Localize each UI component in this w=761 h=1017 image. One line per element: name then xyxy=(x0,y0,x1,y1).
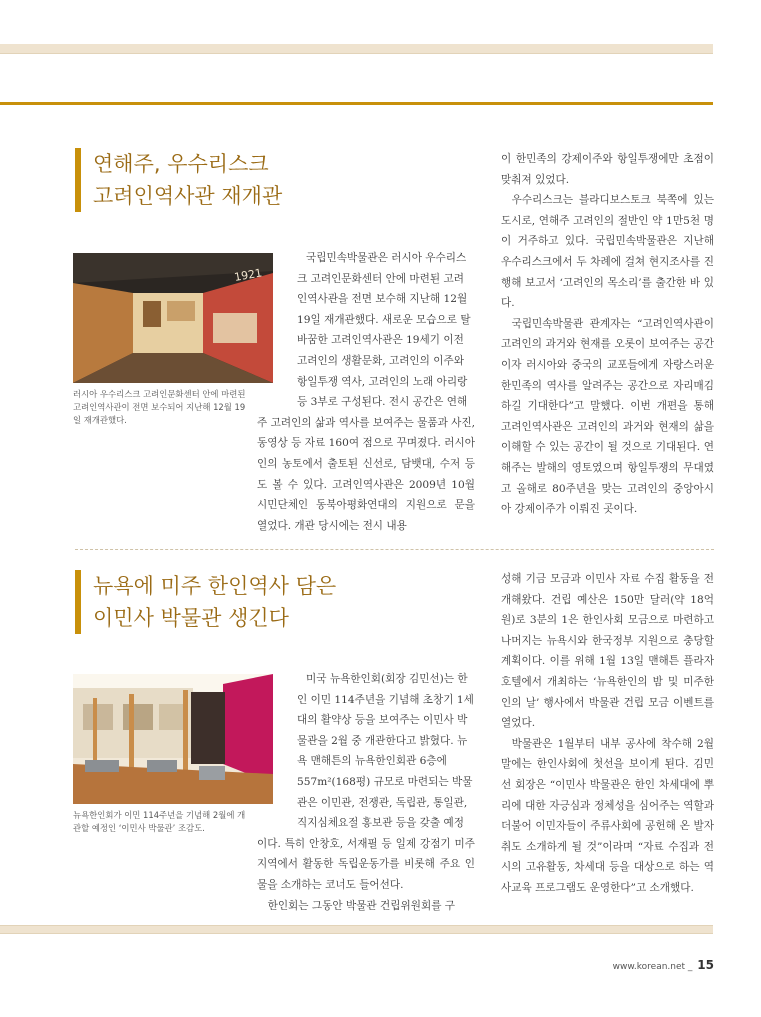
top-decorative-band xyxy=(0,44,713,54)
article-divider xyxy=(75,549,714,550)
body-paragraph: 우수리스크는 블라디보스토크 북쪽에 있는 도시로, 연해주 고려인의 절반인 약 1만5천 명이 거주하고 있다. 국립민속박물관은 지난해 우수리스크에서 두 차례에 걸쳐 현지조사를 진행해 보고서 ‘고려인의 목소리’를 출간한 바 있다. xyxy=(501,194,714,310)
body-line: 직지심체요절 홍보관 등을 갖출 예정 xyxy=(297,817,464,830)
page-footer xyxy=(613,958,714,972)
body-line: 항일투쟁 역사, 고려인의 노래 아리랑 xyxy=(297,375,468,388)
body-paragraph: 성해 기금 모금과 이민사 자료 수집 활동을 전개해왔다. 건립 예산은 150만 달러(약 18억원)로 3분의 1은 한인사회 모금으로 마련하고 나머지는 뉴욕시와 한국정부 지원으로 충당할 계획이다. 이를 위해 1월 13일 맨해튼 플라자호텔에서 개최하는 ‘뉴욕한인의 밤 및 미주한인의 날’ 행사에서 박물관 건립 모금 이벤트를 열었다. xyxy=(501,573,714,730)
body-paragraph: 박물관은 1월부터 내부 공사에 착수해 2월 말에는 한인사회에 첫선을 보이게 된다. 김민선 회장은 “이민사 박물관은 한인 차세대에 뿌리에 대한 자긍심과 정체성을 심어주는 역할과 더불어 이민자들이 주류사회에 공헌해 온 발자취도 소개하게 될 것”이라며 “자료 수집과 전시의 고유활동, 차세대 등을 대상으로 하는 역사교육 프로그램도 운영한다”고 소개했다. xyxy=(501,737,714,894)
photo-year-label: 1921 xyxy=(233,266,264,284)
immigration-museum-rendering xyxy=(73,674,273,804)
body-line: 크 고려인문화센터 안에 마련된 고려 xyxy=(297,272,464,285)
article2-body-right xyxy=(501,569,714,899)
koryo-museum-photo xyxy=(73,253,273,383)
article1-body-mid xyxy=(257,248,475,536)
body-line: 557m²(168평) 규모로 마련되는 박물 xyxy=(297,775,473,788)
footer-site: www.korean.net _ xyxy=(612,962,693,972)
body-line: 인역사관을 전면 보수해 지난해 12월 xyxy=(297,293,468,306)
headline-line: 고려인역사관 재개관 xyxy=(93,184,283,208)
article1-body-right xyxy=(501,149,714,520)
article1-headline xyxy=(75,148,282,212)
body-line: 국립민속박물관은 러시아 우수리스 xyxy=(306,252,467,264)
body-paragraph: 국립민속박물관 관계자는 “고려인역사관이 고려인의 과거와 현재를 오롯이 보여주는 공간이자 러시아와 중국의 교포들에게 자랑스러운 한민족의 역사를 알려주는 공간으로 자리매김하길 기대한다”고 말했다. 이번 개편을 통해 고려인역사관은 고려인의 과거와 현재의 삶을 이해할 수 있는 공간이 될 것으로 기대된다. 연해주는 발해의 영토였으며 항일투쟁의 무대였고 올해로 80주년을 맞는 고려인의 중앙아시아 강제이주가 이뤄진 곳이다. xyxy=(501,317,714,516)
body-line: 19일 재개관했다. 새로운 모습으로 탈 xyxy=(297,313,471,326)
headline-line: 뉴욕에 미주 한인역사 담은 xyxy=(93,574,337,598)
bottom-decorative-band xyxy=(0,925,713,934)
body-paragraph: 한인회는 그동안 박물관 건립위원회를 구 xyxy=(267,899,456,912)
article2-body-mid xyxy=(257,669,475,916)
body-line: 관은 이민관, 전쟁관, 독립관, 통일관, xyxy=(297,796,468,809)
body-paragraph: 주 고려인의 삶과 역사를 보여주는 물품과 사진, 동영상 등 자료 160여 점으로 꾸며졌다. 러시아인의 농토에서 출토된 신선로, 담뱃대, 수저 등도 볼 수 있다. 고려인역사관은 2009년 10월 시민단체인 동북아평화연대의 지원으로 문을 열었다. 개관 당시에는 전시 내용 xyxy=(257,416,476,532)
body-line: 바꿈한 고려인역사관은 19세기 이전 xyxy=(297,334,464,347)
body-paragraph: 이 한민족의 강제이주와 항일투쟁에만 초점이 맞춰져 있었다. xyxy=(501,153,714,186)
top-rule xyxy=(0,102,713,105)
body-line: 등 3부로 구성된다. 전시 공간은 연해 xyxy=(297,396,468,409)
body-line: 미국 뉴욕한인회(회장 김민선)는 한 xyxy=(306,673,468,685)
body-line: 물관을 2월 중 개관한다고 밝혔다. 뉴 xyxy=(297,734,468,747)
body-line: 고려인의 생활문화, 고려인의 이주와 xyxy=(297,354,464,367)
page-number: 15 xyxy=(697,958,714,972)
article2-headline xyxy=(75,570,336,634)
body-line: 욕 맨해튼의 뉴욕한인회관 6층에 xyxy=(297,755,447,768)
body-line: 대의 활약상 등을 보여주는 이민사 박 xyxy=(297,714,468,727)
body-line: 인 이민 114주년을 기념해 초창기 1세 xyxy=(297,693,474,706)
body-paragraph: 이다. 특히 안창호, 서재필 등 일제 강점기 미주지역에서 활동한 독립운동가를 비롯해 주요 인물을 소개하는 코너도 들어선다. xyxy=(257,837,475,891)
headline-line: 이민사 박물관 생긴다 xyxy=(93,606,289,630)
photo-caption: 러시아 우수리스크 고려인문화센터 안에 마련된 고려인역사관이 전면 보수되어 지난해 12월 19일 재개관했다. xyxy=(73,389,246,425)
photo-caption: 뉴욕한인회가 이민 114주년을 기념해 2월에 개관할 예정인 ‘이민사 박물관’ 조감도. xyxy=(73,810,246,833)
headline-line: 연해주, 우수리스크 xyxy=(93,152,269,176)
